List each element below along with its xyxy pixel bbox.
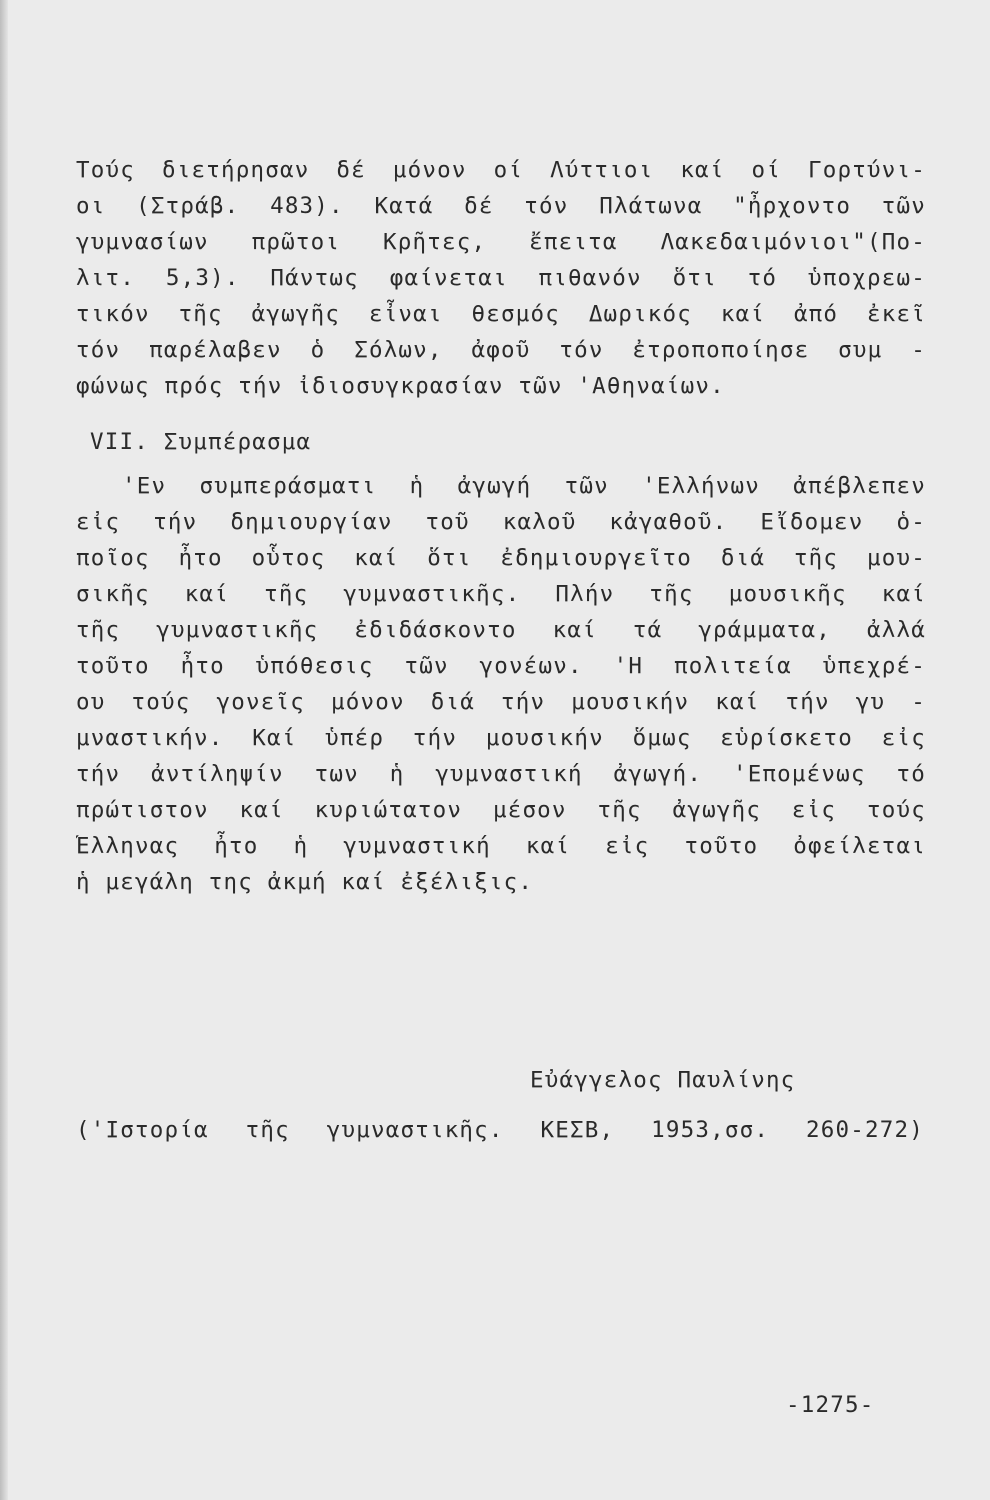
text-line: 'Εν συμπεράσματι ἡ ἀγωγή τῶν 'Ελλήνων ἀπέβλεπεν	[122, 473, 926, 499]
page-number: -1275-	[786, 1392, 875, 1418]
author-signature: Εὐάγγελος Παυλίνης	[530, 1067, 796, 1093]
text-line: γυμνασίων πρῶτοι Κρῆτες, ἔπειτα Λακεδαιμόνιοι"(Πο-	[76, 229, 926, 255]
source-citation: ('Ιστορία τῆς γυμναστικῆς. ΚΕΣΒ, 1953,σσ. 260-272)	[76, 1117, 924, 1143]
text-line: εἰς τήν δημιουργίαν τοῦ καλοῦ κἀγαθοῦ. Εἴδομεν ὁ-	[76, 509, 926, 535]
text-line: φώνως πρός τήν ἰδιοσυγκρασίαν τῶν 'Αθηναίων.	[76, 373, 725, 399]
text-line: Ἕλληνας ἦτο ἡ γυμναστική καί εἰς τοῦτο ὀφείλεται	[76, 833, 926, 859]
text-line: ου τούς γονεῖς μόνον διά τήν μουσικήν καί τήν γυ -	[76, 689, 926, 715]
text-line: τόν παρέλαβεν ὁ Σόλων, ἀφοῦ τόν ἐτροποποίησε συμ -	[76, 337, 926, 363]
paragraph-2	[76, 468, 926, 900]
text-line: οι (Στράβ. 483). Κατά δέ τόν Πλάτωνα "ἦρχοντο τῶν	[76, 193, 926, 219]
text-line: τοῦτο ἦτο ὑπόθεσις τῶν γονέων. 'Η πολιτεία ὑπεχρέ-	[76, 653, 926, 679]
text-line: πρώτιστον καί κυριώτατον μέσον τῆς ἀγωγῆς εἰς τούς	[76, 797, 926, 823]
text-line: ποῖος ἦτο οὗτος καί ὅτι ἐδημιουργεῖτο διά τῆς μου-	[76, 545, 926, 571]
body-text	[76, 152, 926, 900]
text-line: τήν ἀντίληψίν των ἡ γυμναστική ἀγωγή. 'Επομένως τό	[76, 761, 926, 787]
text-line: σικῆς καί τῆς γυμναστικῆς. Πλήν τῆς μουσικῆς καί	[76, 581, 926, 607]
text-line: τικόν τῆς ἀγωγῆς εἶναι θεσμός Δωρικός καί ἀπό ἐκεῖ	[76, 301, 926, 327]
text-line: μναστικήν. Καί ὑπέρ τήν μουσικήν ὅμως εὑρίσκετο εἰς	[76, 725, 926, 751]
text-line: ἡ μεγάλη της ἀκμή καί ἐξέλιξις.	[76, 869, 534, 895]
section-heading: VII. Συμπέρασμα	[90, 429, 312, 455]
text-line: τῆς γυμναστικῆς ἐδιδάσκοντο καί τά γράμματα, ἀλλά	[76, 617, 926, 643]
text-line: λιτ. 5,3). Πάντως φαίνεται πιθανόν ὅτι τό ὑποχρεω-	[76, 265, 926, 291]
paragraph-1	[76, 152, 926, 404]
text-line: Τούς διετήρησαν δέ μόνον οί Λύττιοι καί οί Γορτύνι-	[76, 157, 926, 183]
